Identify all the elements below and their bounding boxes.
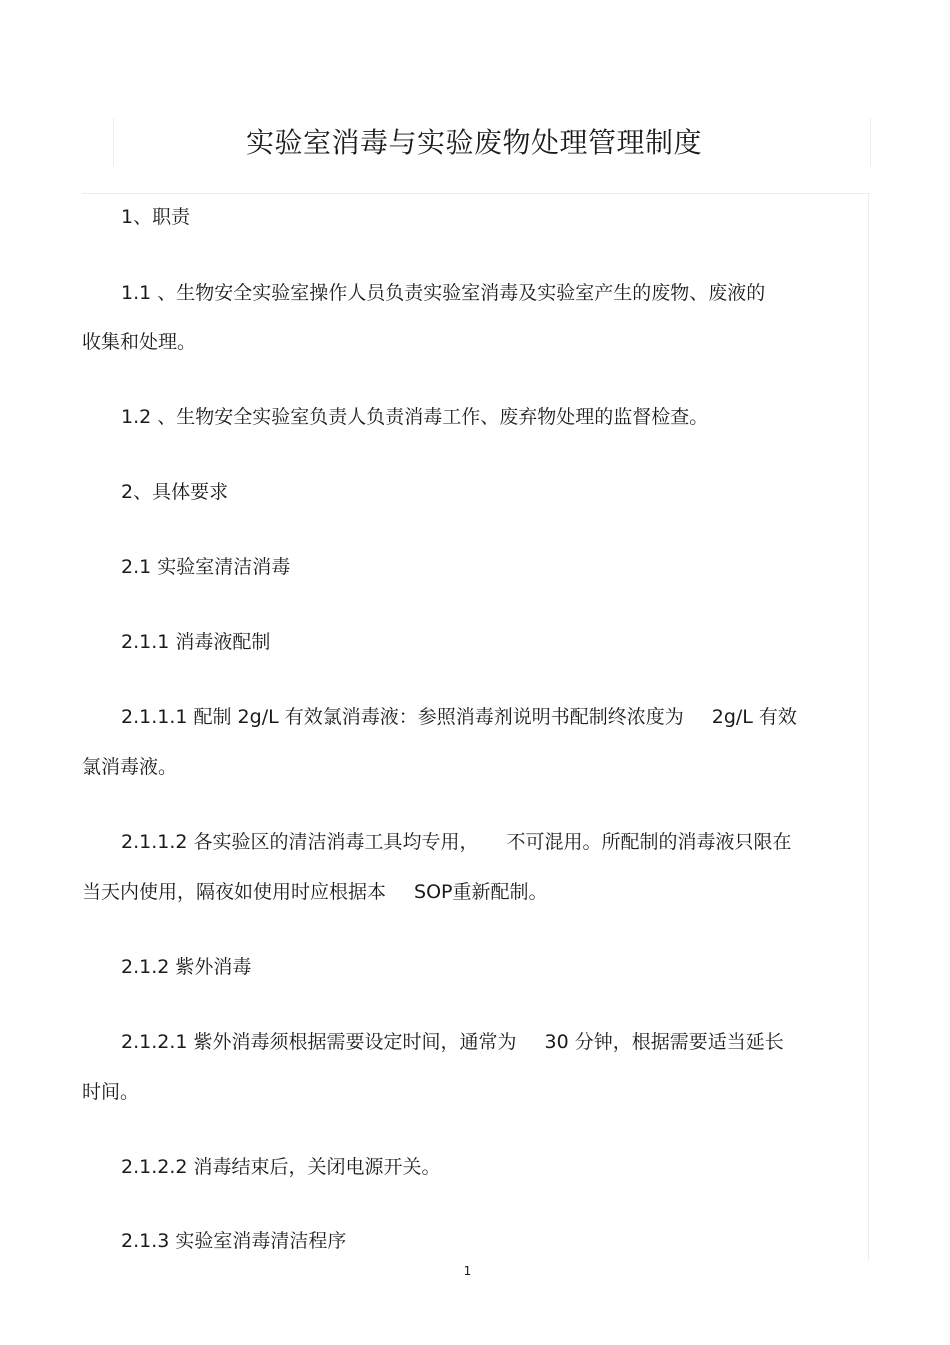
paragraph-2-1-2-1-text-a: 2.1.2.1 紫外消毒须根据需要设定时间，通常为	[121, 1031, 517, 1053]
divider-top	[82, 193, 870, 194]
paragraph-2-1-1-2-text-b: 不可混用。所配制的消毒液只限在	[506, 831, 792, 853]
paragraph-2-1-1-1-line-1	[82, 704, 907, 730]
paragraph-2-1-2-1-text-b: 30 分钟，根据需要适当延长	[544, 1031, 784, 1053]
section-heading-responsibilities: 1、职责	[121, 206, 191, 228]
paragraph-1-2: 1.2 、生物安全实验室负责人负责消毒工作、废弃物处理的监督检查。	[121, 406, 709, 428]
paragraph-2-1-1-2-line-1	[82, 829, 907, 855]
paragraph-2-1-1-1-text-b: 2g/L 有效	[711, 706, 797, 728]
page-number: 1	[463, 1264, 472, 1278]
subsection-heading-2-1-3: 2.1.3 实验室消毒清洁程序	[121, 1230, 347, 1252]
paragraph-2-1-1-2-line-2	[82, 879, 868, 905]
paragraph-2-1-1-2-line-2-text-a: 当天内使用，隔夜如使用时应根据本	[82, 881, 387, 903]
section-heading-requirements: 2、具体要求	[121, 481, 229, 503]
paragraph-2-1-1-2-text-a: 2.1.1.2 各实验区的清洁消毒工具均专用，	[121, 831, 479, 853]
paragraph-2-1-1-2-line-2-text-b: SOP重新配制。	[414, 881, 548, 903]
paragraph-2-1-2-1-line-1	[82, 1029, 907, 1055]
paragraph-2-1-1-1-line-2: 氯消毒液。	[82, 756, 178, 778]
subsection-heading-2-1-1: 2.1.1 消毒液配制	[121, 631, 271, 653]
paragraph-2-1-2-2: 2.1.2.2 消毒结束后，关闭电源开关。	[121, 1156, 441, 1178]
subsection-heading-2-1: 2.1 实验室清洁消毒	[121, 556, 291, 578]
paragraph-1-1-line-2: 收集和处理。	[82, 331, 197, 353]
document-title: 实验室消毒与实验废物处理管理制度	[245, 126, 702, 159]
paragraph-2-1-1-1-text-a: 2.1.1.1 配制 2g/L 有效氯消毒液：参照消毒剂说明书配制终浓度为	[121, 706, 684, 728]
paragraph-2-1-2-1-line-2: 时间。	[82, 1081, 140, 1103]
paragraph-1-1-line-1: 1.1 、生物安全实验室操作人员负责实验室消毒及实验室产生的废物、废液的	[121, 282, 766, 304]
subsection-heading-2-1-2: 2.1.2 紫外消毒	[121, 956, 252, 978]
